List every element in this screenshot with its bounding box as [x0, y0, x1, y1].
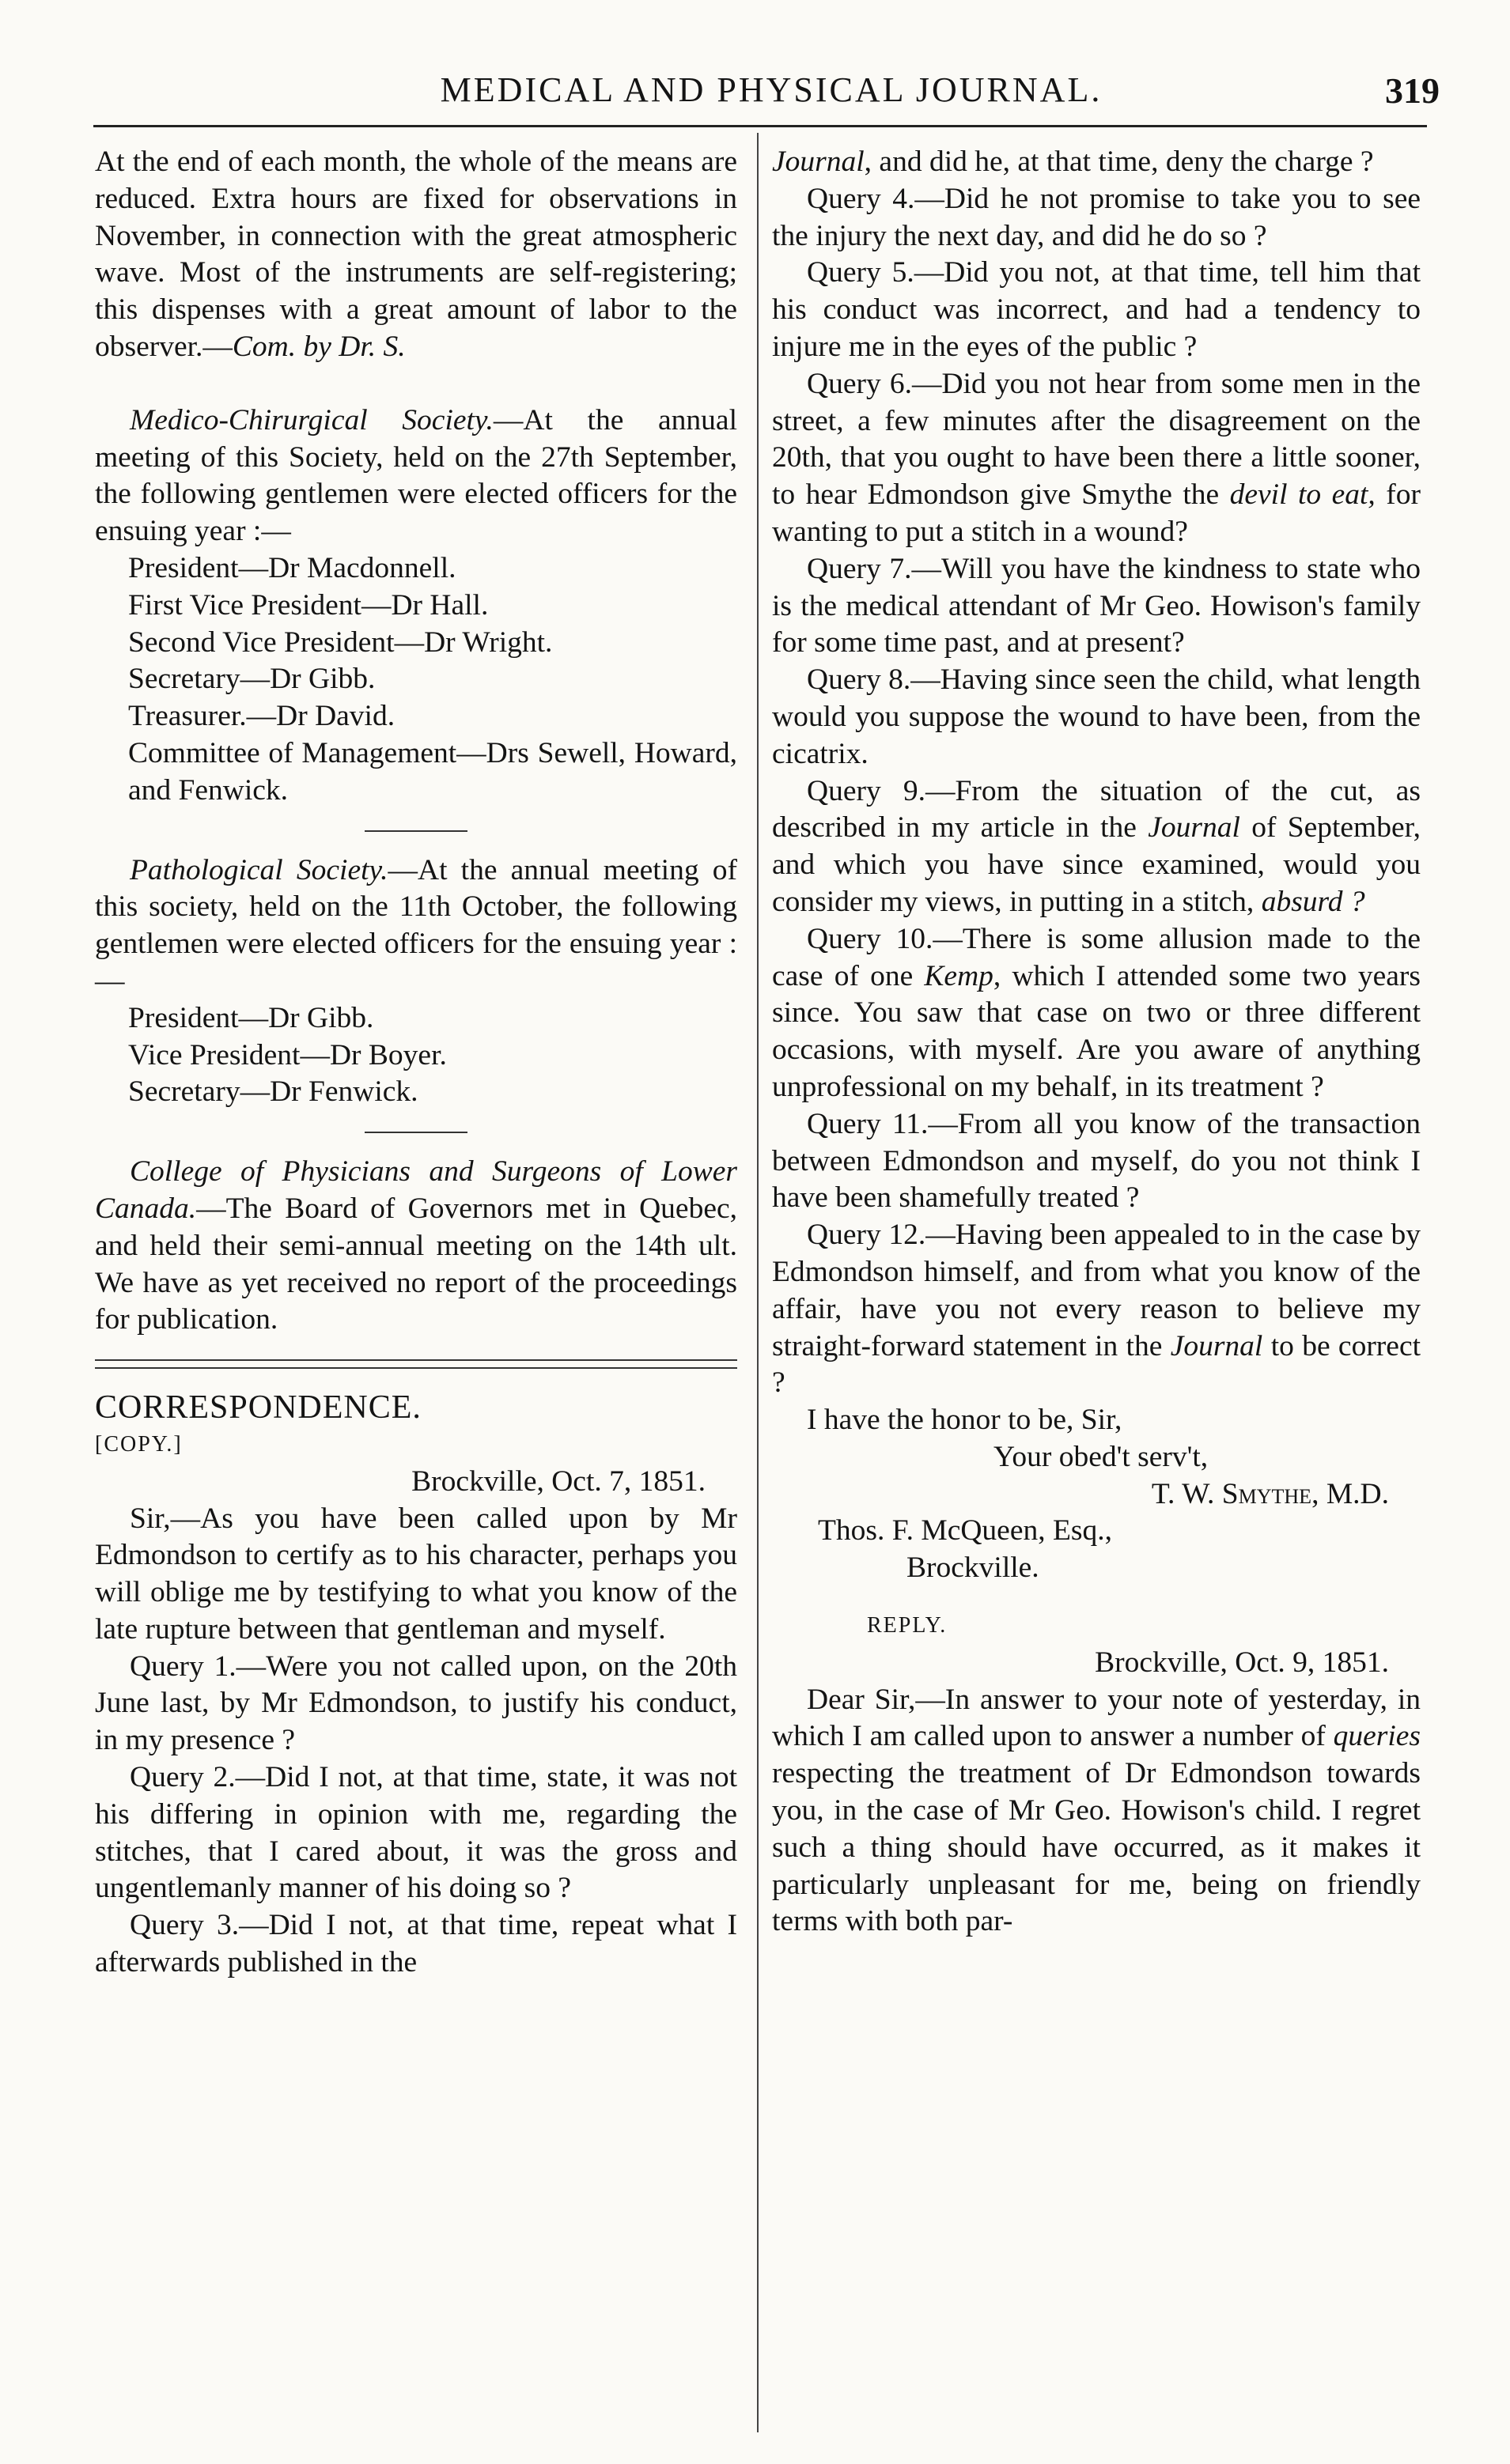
addressee: Thos. F. McQueen, Esq.,	[818, 1514, 1112, 1548]
query-6-text: Query 6.—Did you not hear from some men in the street, a few minutes after the disagreement on the 20th, that you ought to have been there a little sooner, to hear Edmondson give Smythe the	[772, 367, 1421, 512]
query-4: Query 4.—Did he not promise to take you to see the injury the next day, and did he do so ?	[772, 182, 1421, 252]
copy-label: [COPY.]	[95, 1431, 183, 1457]
observatory-paragraph	[95, 144, 737, 366]
query-12-italic: Journal	[1170, 1329, 1263, 1362]
correspondence-heading: CORRESPONDENCE.	[95, 1389, 422, 1427]
query-6-text-end: for wanting to put a stitch in a wound?	[772, 478, 1421, 548]
signature-name: T. W. Smythe, M.D.	[1151, 1477, 1389, 1510]
college-text: —The Board of Governors met in Quebec, and held their semi-annual meeting on the 14th ult. We have as yet received no report of the proceedings for publication.	[95, 1192, 737, 1336]
reply-dateline: Brockville, Oct. 9, 1851.	[1095, 1646, 1389, 1679]
query-3-continued	[772, 144, 1421, 181]
query-7: Query 7.—Will you have the kindness to state who is the medical attendant of Mr Geo. Howison's family for some time past, and at present?	[772, 552, 1421, 659]
signature	[772, 1476, 1389, 1514]
officer-entry: Secretary—Dr Gibb.	[128, 663, 376, 696]
query-5: Query 5.—Did you not, at that time, tell him that his conduct was incorrect, and had a tendency to injure me in the eyes of the public ?	[772, 256, 1421, 363]
pathological-text: —At the annual meeting of this society, held on the 11th October, the following gentlemen were elected officers for the ensuing year :—	[95, 853, 737, 997]
query-12-text-end: to be correct ?	[772, 1329, 1421, 1400]
query-1: Query 1.—Were you not called upon, on the 20th June last, by Mr Edmondson, to justify his conduct, in my presence ?	[95, 1650, 737, 1757]
query-3: Query 3.—Did I not, at that time, repeat what I afterwards published in the	[95, 1909, 737, 1979]
medico-chirurgical-text: —At the annual meeting of this Society, held on the 27th September, the following gentlemen were elected officers for the ensuing year :—	[95, 403, 737, 548]
officer-entry: Secretary—Dr Fenwick.	[128, 1075, 418, 1109]
officer-entry: Second Vice President—Dr Wright.	[128, 625, 553, 659]
query-8: Query 8.—Having since seen the child, what length would you suppose the wound to have been, from the cicatrix.	[772, 663, 1421, 770]
medico-chirurgical-paragraph	[95, 402, 737, 550]
query-10	[772, 921, 1421, 1106]
query-10-italic: Kemp	[924, 959, 993, 992]
officer-entry: Vice President—Dr Boyer.	[128, 1038, 447, 1071]
journal-italic: Journal	[772, 145, 865, 178]
letter-dateline: Brockville, Oct. 7, 1851.	[411, 1464, 706, 1498]
reply-italic: queries	[1333, 1720, 1421, 1753]
query-9-italic-journal: Journal	[1148, 811, 1240, 845]
query-11: Query 11.—From all you know of the transaction between Edmondson and myself, do you not think I have been shamefully treated ?	[772, 1107, 1421, 1215]
query-9-italic-absurd: absurd ?	[1261, 885, 1365, 918]
college-paragraph	[95, 1154, 737, 1339]
query-9-text: Query 9.—From the situation of the cut, as described in my article in the	[772, 774, 1421, 845]
query-10-text-end: , which I attended some two years since. You saw that case on two or three different occasions, with myself. Are you aware of anything unprofessional on my behalf, in its treatment ?	[772, 959, 1421, 1103]
closing-servant: Your obed't serv't,	[993, 1440, 1209, 1473]
query-2: Query 2.—Did I not, at that time, state, it was not his differing in opinion with me, regarding the stitches, that I cared about, it was the gross and ungentlemanly manner of his doing so ?	[95, 1761, 737, 1905]
medico-chirurgical-title: Medico-Chirurgical Society.	[130, 403, 494, 436]
path-officers-list	[128, 1000, 737, 1111]
officer-entry: President—Dr Gibb.	[128, 1001, 374, 1034]
closing-line: I have the honor to be, Sir,	[807, 1404, 1122, 1437]
query-9-text-mid: of September, and which you have since examined, would you consider my views, in putting in a stitch,	[772, 811, 1421, 918]
section-double-rule	[95, 1359, 737, 1361]
query-6	[772, 366, 1421, 551]
query-12	[772, 1217, 1421, 1402]
query-3-rest: , and did he, at that time, deny the charge ?	[864, 145, 1374, 178]
column-divider	[757, 133, 759, 2432]
college-title: College of Physicians and Surgeons of Lower Canada.	[95, 1155, 737, 1225]
observatory-text: At the end of each month, the whole of the means are reduced. Extra hours are fixed for observations in November, in connection with the great atmospheric wave. Most of the instruments are self-registering; this dispenses with a great amount of labor to the observer.—	[95, 145, 737, 363]
letter-intro: Sir,—As you have been called upon by Mr Edmondson to certify as to his character, perhaps you will oblige me by testifying to what you know of the late rupture between that gentleman and myself.	[95, 1502, 737, 1646]
query-10-text: Query 10.—There is some allusion made to the case of one	[772, 922, 1421, 992]
reply-text-end: respecting the treatment of Dr Edmondson towards you, in the case of Mr Geo. Howison's child. I regret such a thing should have occurred, as it makes it particularly unpleasant for me, being on friendly terms with both par-	[772, 1757, 1421, 1938]
officer-entry: President—Dr Macdonnell.	[128, 551, 456, 584]
officer-entry: First Vice President—Dr Hall.	[128, 588, 489, 622]
page-header	[103, 70, 1440, 114]
query-6-italic: devil to eat,	[1229, 478, 1376, 512]
pathological-title: Pathological Society.	[130, 853, 388, 886]
officer-entry: Treasurer.—Dr David.	[128, 700, 395, 733]
pathological-paragraph	[95, 852, 737, 1000]
header-rule	[93, 125, 1427, 127]
addressee-town: Brockville.	[906, 1551, 1039, 1585]
right-column	[772, 144, 1421, 1941]
reply-label: REPLY.	[867, 1613, 948, 1638]
left-column	[95, 144, 737, 1982]
page-number: 319	[1385, 70, 1440, 111]
medico-officers-list	[128, 550, 737, 735]
query-12-text: Query 12.—Having been appealed to in the case by Edmondson himself, and from what you know of the affair, have you not every reason to believe my straight-forward statement in the	[772, 1219, 1421, 1362]
observatory-credit: Com. by Dr. S.	[232, 330, 406, 363]
officer-entry: Committee of Management—Drs Sewell, Howard, and Fenwick.	[128, 736, 737, 807]
reply-text: Dear Sir,—In answer to your note of yesterday, in which I am called upon to answer a number of	[772, 1683, 1421, 1753]
running-title: MEDICAL AND PHYSICAL JOURNAL.	[440, 70, 1103, 109]
reply-paragraph	[772, 1682, 1421, 1941]
query-9	[772, 773, 1421, 921]
